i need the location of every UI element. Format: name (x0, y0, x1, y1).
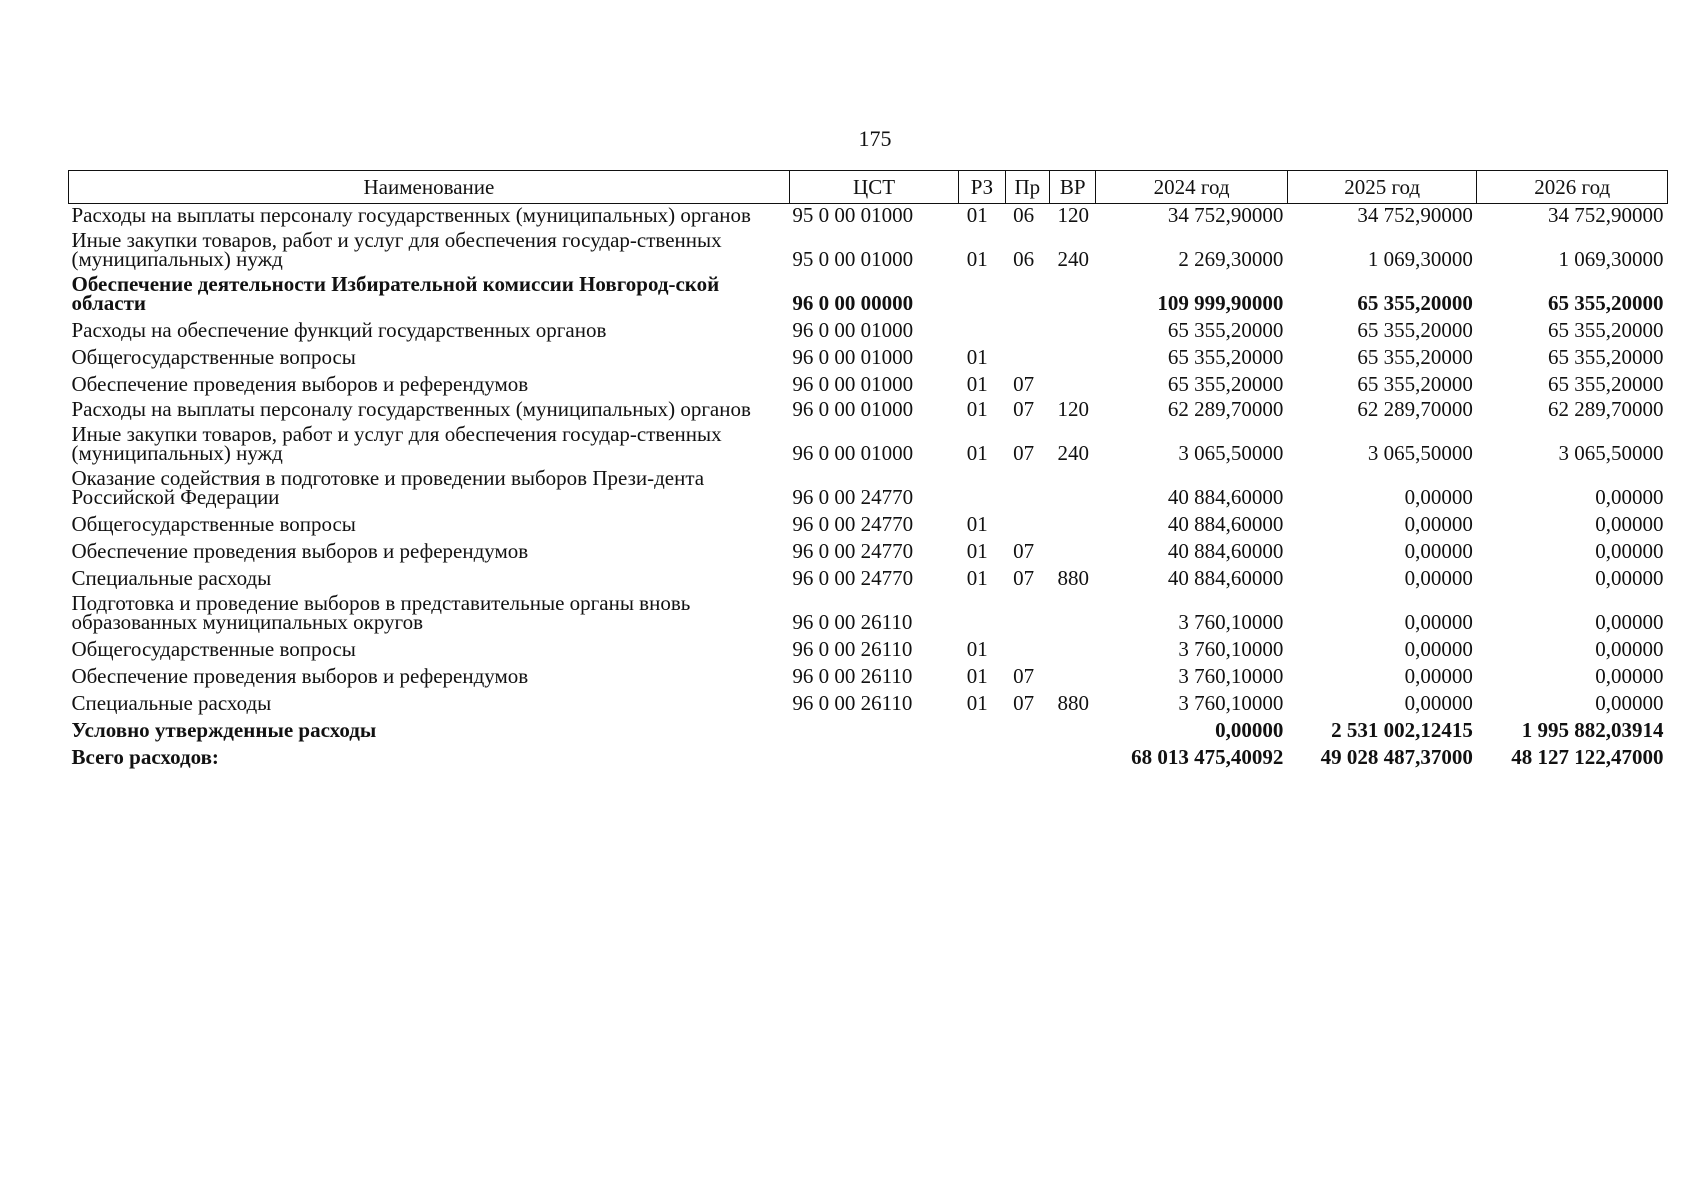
header-vr: ВР (1049, 171, 1095, 204)
cell-pr: 07 (1013, 441, 1035, 465)
table-row (69, 663, 1668, 690)
cell-cst (789, 744, 958, 771)
cell-vr: 240 (1057, 247, 1089, 271)
cell-name: Условно утвержденные расходы (71, 718, 377, 742)
cell-2025: 0,00000 (1404, 610, 1473, 634)
cell-pr (1005, 636, 1049, 663)
table-row (69, 344, 1668, 371)
cell-cst: 96 0 00 26110 (792, 637, 913, 661)
cell-2026: 0,00000 (1595, 664, 1664, 688)
cell-2024: 0,00000 (1215, 718, 1284, 742)
cell-name: Обеспечение проведения выборов и референдумов (71, 539, 529, 563)
cell-2024: 3 760,10000 (1178, 664, 1284, 688)
header-cst: ЦСТ (789, 171, 958, 204)
cell-vr (1049, 467, 1095, 511)
cell-2024: 65 355,20000 (1167, 372, 1284, 396)
table-row (69, 717, 1668, 744)
cell-name: Специальные расходы (71, 566, 272, 590)
cell-2025: 34 752,90000 (1357, 203, 1473, 227)
table-row (69, 565, 1668, 592)
cell-name: Расходы на выплаты персоналу государственных (муниципальных) органов (71, 397, 751, 421)
table-row (69, 423, 1668, 467)
cell-cst: 96 0 00 26110 (792, 664, 913, 688)
cell-vr (1049, 636, 1095, 663)
table-row (69, 229, 1668, 273)
cell-name: Общегосударственные вопросы (71, 345, 356, 369)
cell-2025: 0,00000 (1404, 539, 1473, 563)
header-2025: 2025 год (1287, 171, 1477, 204)
table-row (69, 744, 1668, 771)
cell-rz (959, 317, 1005, 344)
cell-2025: 3 065,50000 (1367, 441, 1473, 465)
cell-vr (1049, 663, 1095, 690)
header-name: Наименование (69, 171, 790, 204)
cell-rz: 01 (966, 203, 988, 227)
cell-2024: 34 752,90000 (1167, 203, 1284, 227)
cell-pr: 07 (1013, 372, 1035, 396)
cell-2026: 1 995 882,03914 (1521, 718, 1664, 742)
cell-rz (959, 273, 1005, 317)
cell-vr (1049, 744, 1095, 771)
cell-cst (789, 717, 958, 744)
cell-2024: 62 289,70000 (1167, 397, 1284, 421)
cell-2024: 65 355,20000 (1167, 318, 1284, 342)
cell-pr: 07 (1013, 397, 1035, 421)
cell-2026: 34 752,90000 (1548, 203, 1664, 227)
cell-2025: 1 069,30000 (1367, 247, 1473, 271)
header-rz: РЗ (959, 171, 1005, 204)
cell-vr (1049, 273, 1095, 317)
cell-name: Обеспечение проведения выборов и референдумов (71, 372, 529, 396)
cell-vr (1049, 717, 1095, 744)
cell-cst: 96 0 00 24770 (792, 539, 914, 563)
cell-2026: 0,00000 (1595, 512, 1664, 536)
cell-2026: 65 355,20000 (1548, 318, 1664, 342)
cell-rz (959, 744, 1005, 771)
cell-rz: 01 (966, 372, 988, 396)
cell-rz: 01 (966, 247, 988, 271)
cell-2026: 65 355,20000 (1548, 345, 1664, 369)
cell-cst: 96 0 00 01000 (792, 441, 914, 465)
cell-cst: 96 0 00 00000 (792, 291, 914, 315)
cell-rz (959, 592, 1005, 636)
cell-vr (1049, 538, 1095, 565)
cell-2025: 0,00000 (1404, 691, 1473, 715)
cell-name: Специальные расходы (71, 691, 272, 715)
table-row (69, 690, 1668, 717)
table-row (69, 511, 1668, 538)
cell-cst: 96 0 00 01000 (792, 372, 914, 396)
cell-cst: 96 0 00 24770 (792, 566, 914, 590)
page-number: 175 (858, 126, 892, 151)
cell-2024: 40 884,60000 (1167, 485, 1284, 509)
cell-pr (1005, 592, 1049, 636)
table-body (69, 204, 1668, 772)
cell-rz: 01 (966, 345, 988, 369)
cell-name: Расходы на обеспечение функций государственных органов (71, 318, 607, 342)
cell-vr: 240 (1057, 441, 1089, 465)
cell-rz: 01 (966, 566, 988, 590)
cell-cst: 96 0 00 24770 (792, 512, 914, 536)
cell-vr (1049, 371, 1095, 398)
cell-vr: 880 (1057, 691, 1089, 715)
cell-2026: 0,00000 (1595, 637, 1664, 661)
cell-cst: 96 0 00 01000 (792, 318, 914, 342)
table-row (69, 317, 1668, 344)
cell-2026: 48 127 122,47000 (1511, 745, 1664, 769)
cell-2026: 1 069,30000 (1558, 247, 1664, 271)
cell-2025: 0,00000 (1404, 485, 1473, 509)
cell-pr (1005, 273, 1049, 317)
table-row (69, 371, 1668, 398)
table-row (69, 538, 1668, 565)
cell-pr: 06 (1013, 203, 1035, 227)
cell-2024: 40 884,60000 (1167, 539, 1284, 563)
cell-rz (959, 717, 1005, 744)
cell-pr: 07 (1013, 539, 1035, 563)
cell-name: Расходы на выплаты персоналу государственных (муниципальных) органов (71, 203, 751, 227)
cell-name: Иные закупки товаров, работ и услуг для обеспечения государ-ственных (муниципальных) нужд (71, 422, 722, 465)
header-2026: 2026 год (1477, 171, 1668, 204)
cell-cst: 95 0 00 01000 (792, 203, 914, 227)
cell-pr: 07 (1013, 664, 1035, 688)
table-row (69, 636, 1668, 663)
cell-2025: 0,00000 (1404, 664, 1473, 688)
cell-2024: 2 269,30000 (1178, 247, 1284, 271)
cell-vr (1049, 592, 1095, 636)
cell-2026: 3 065,50000 (1558, 441, 1664, 465)
cell-2025: 2 531 002,12415 (1331, 718, 1473, 742)
cell-name: Всего расходов: (71, 745, 219, 769)
cell-pr: 07 (1013, 691, 1035, 715)
cell-vr (1049, 317, 1095, 344)
cell-2024: 68 013 475,40092 (1131, 745, 1284, 769)
cell-vr (1049, 511, 1095, 538)
cell-2026: 0,00000 (1595, 610, 1664, 634)
cell-pr: 06 (1013, 247, 1035, 271)
cell-2025: 49 028 487,37000 (1320, 745, 1473, 769)
cell-cst: 96 0 00 26110 (792, 691, 913, 715)
cell-vr: 120 (1057, 203, 1089, 227)
cell-cst: 95 0 00 01000 (792, 247, 914, 271)
cell-vr (1049, 344, 1095, 371)
cell-2024: 109 999,90000 (1157, 291, 1284, 315)
cell-rz: 01 (966, 512, 988, 536)
cell-cst: 96 0 00 26110 (792, 610, 913, 634)
cell-2024: 3 760,10000 (1178, 691, 1284, 715)
cell-pr: 07 (1013, 566, 1035, 590)
cell-vr: 120 (1057, 397, 1089, 421)
cell-2024: 40 884,60000 (1167, 512, 1284, 536)
cell-name: Общегосударственные вопросы (71, 512, 356, 536)
cell-2025: 65 355,20000 (1357, 291, 1473, 315)
cell-rz: 01 (966, 397, 988, 421)
cell-2024: 40 884,60000 (1167, 566, 1284, 590)
cell-2025: 62 289,70000 (1357, 397, 1473, 421)
cell-pr (1005, 344, 1049, 371)
cell-2025: 0,00000 (1404, 637, 1473, 661)
cell-rz: 01 (966, 691, 988, 715)
cell-cst: 96 0 00 01000 (792, 397, 914, 421)
cell-pr (1005, 467, 1049, 511)
cell-name: Обеспечение деятельности Избирательной комиссии Новгород-ской области (71, 272, 720, 315)
cell-name: Иные закупки товаров, работ и услуг для обеспечения государ-ственных (муниципальных) нужд (71, 228, 722, 271)
table-row (69, 398, 1668, 423)
cell-2025: 65 355,20000 (1357, 372, 1473, 396)
cell-2026: 0,00000 (1595, 485, 1664, 509)
cell-name: Обеспечение проведения выборов и референдумов (71, 664, 529, 688)
cell-cst: 96 0 00 01000 (792, 345, 914, 369)
cell-cst: 96 0 00 24770 (792, 485, 914, 509)
cell-rz: 01 (966, 539, 988, 563)
cell-2026: 65 355,20000 (1548, 372, 1664, 396)
cell-rz: 01 (966, 441, 988, 465)
table-row (69, 204, 1668, 230)
cell-name: Общегосударственные вопросы (71, 637, 356, 661)
cell-2024: 65 355,20000 (1167, 345, 1284, 369)
cell-rz: 01 (966, 664, 988, 688)
budget-table (68, 170, 1668, 771)
cell-name: Оказание содействия в подготовке и проведении выборов Прези-дента Российской Федерации (71, 466, 705, 509)
cell-2026: 0,00000 (1595, 566, 1664, 590)
cell-2026: 0,00000 (1595, 539, 1664, 563)
cell-2025: 65 355,20000 (1357, 318, 1473, 342)
cell-2025: 0,00000 (1404, 512, 1473, 536)
table-row (69, 273, 1668, 317)
cell-2025: 65 355,20000 (1357, 345, 1473, 369)
cell-2024: 3 760,10000 (1178, 637, 1284, 661)
table-header-row (69, 171, 1668, 204)
cell-2026: 0,00000 (1595, 691, 1664, 715)
table-row (69, 592, 1668, 636)
cell-2024: 3 760,10000 (1178, 610, 1284, 634)
cell-2024: 3 065,50000 (1178, 441, 1284, 465)
cell-rz: 01 (966, 637, 988, 661)
cell-pr (1005, 511, 1049, 538)
header-2024: 2024 год (1096, 171, 1288, 204)
cell-2025: 0,00000 (1404, 566, 1473, 590)
table-row (69, 467, 1668, 511)
cell-name: Подготовка и проведение выборов в представительные органы вновь образованных муниципальных округов (71, 591, 691, 634)
cell-pr (1005, 317, 1049, 344)
cell-2026: 65 355,20000 (1548, 291, 1664, 315)
cell-pr (1005, 717, 1049, 744)
cell-pr (1005, 744, 1049, 771)
header-pr: Пр (1005, 171, 1049, 204)
cell-2026: 62 289,70000 (1548, 397, 1664, 421)
cell-vr: 880 (1057, 566, 1089, 590)
cell-rz (959, 467, 1005, 511)
